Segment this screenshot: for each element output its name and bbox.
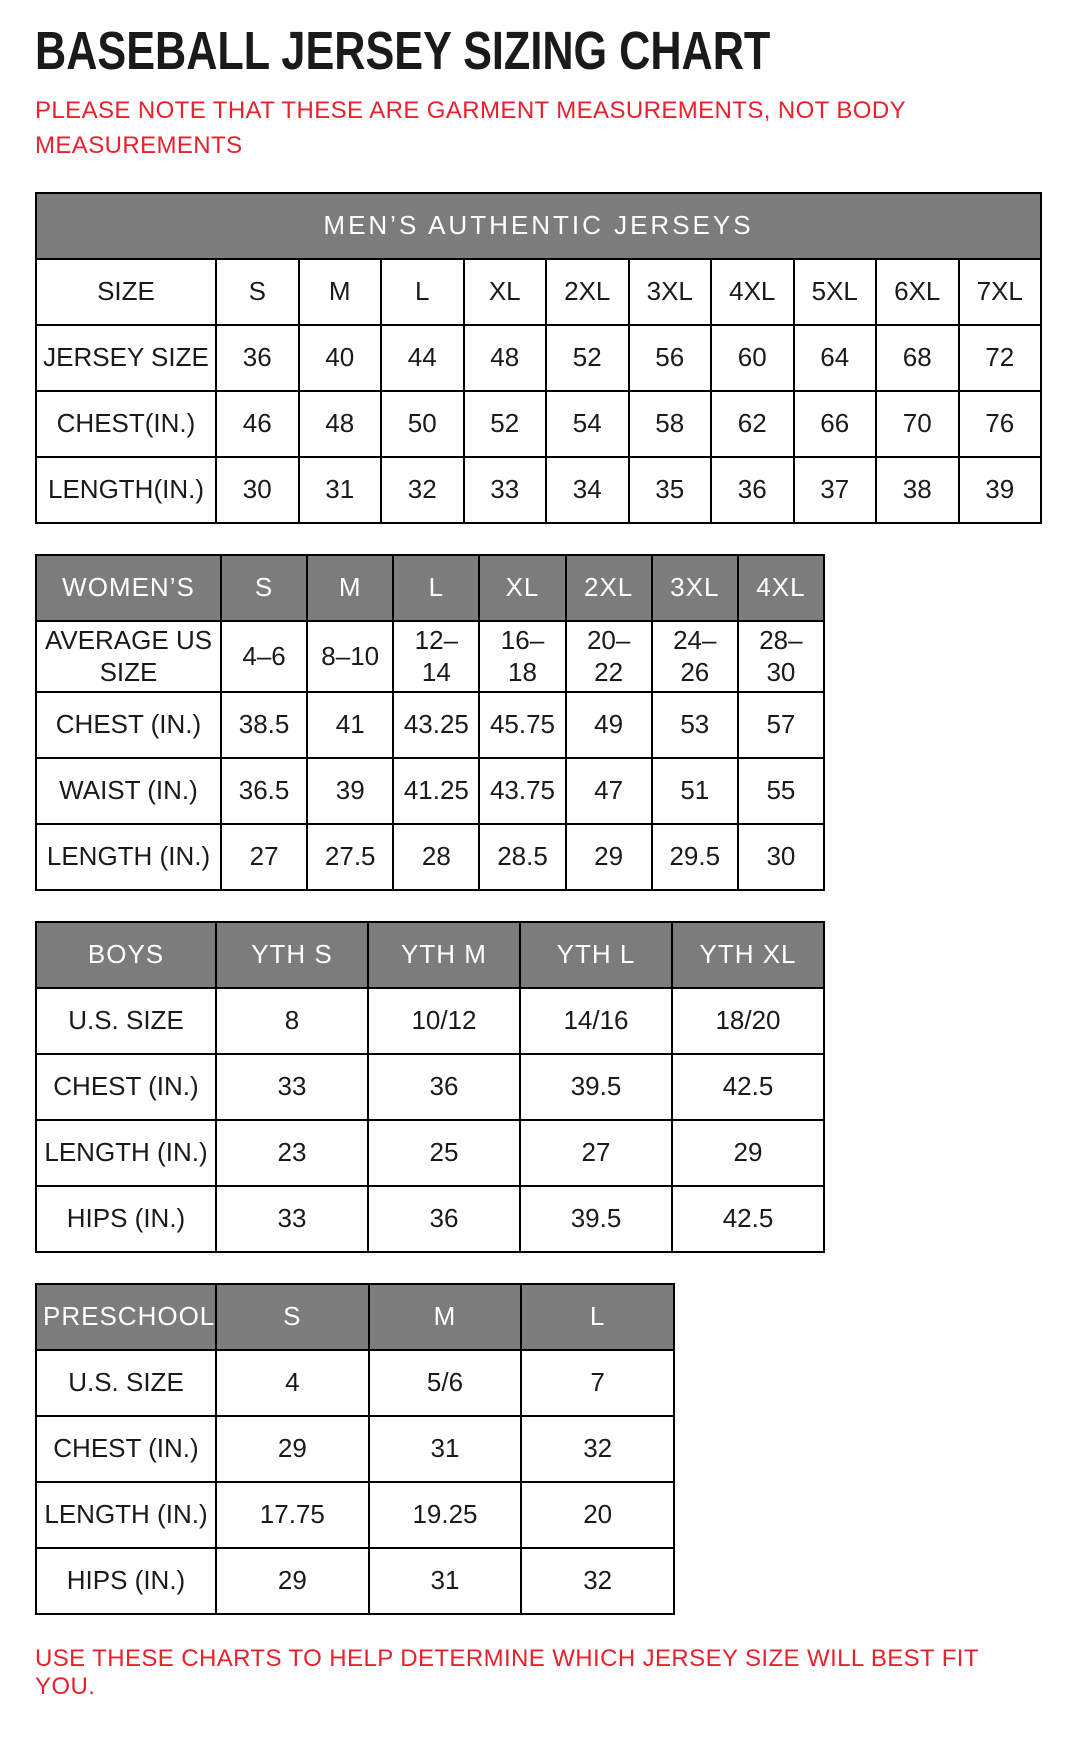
boys-row-label: HIPS (IN.) [36, 1186, 216, 1252]
womens-value-cell: 43.25 [393, 692, 479, 758]
boys-size-column-header: YTH S [216, 922, 368, 988]
womens-table-row [36, 692, 824, 758]
boys-value-cell: 18/20 [672, 988, 824, 1054]
boys-value-cell: 8 [216, 988, 368, 1054]
boys-row-label: LENGTH (IN.) [36, 1120, 216, 1186]
mens-value-cell: 48 [299, 391, 382, 457]
mens-value-cell: 37 [794, 457, 877, 523]
boys-table-row [36, 1186, 824, 1252]
womens-sizing-table [35, 554, 825, 891]
womens-value-cell: 45.75 [479, 692, 565, 758]
womens-value-cell: 57 [738, 692, 824, 758]
womens-size-column-header: 2XL [566, 555, 652, 621]
preschool-value-cell: 4 [216, 1350, 369, 1416]
womens-size-column-header: M [307, 555, 393, 621]
mens-size-column-header: XL [464, 259, 547, 325]
mens-table-row [36, 391, 1041, 457]
mens-value-cell: 62 [711, 391, 794, 457]
mens-sizing-table [35, 192, 1042, 524]
womens-value-cell: 27 [221, 824, 307, 890]
womens-value-cell: 39 [307, 758, 393, 824]
womens-header-label: WOMEN’S [36, 555, 221, 621]
mens-header-row [36, 259, 1041, 325]
womens-value-cell: 8–10 [307, 621, 393, 692]
womens-size-column-header: 4XL [738, 555, 824, 621]
mens-value-cell: 46 [216, 391, 299, 457]
womens-value-cell: 28.5 [479, 824, 565, 890]
preschool-value-cell: 17.75 [216, 1482, 369, 1548]
womens-row-label: AVERAGE US SIZE [36, 621, 221, 692]
womens-size-column-header: L [393, 555, 479, 621]
mens-row-label: LENGTH(IN.) [36, 457, 216, 523]
boys-table-row [36, 1054, 824, 1120]
boys-value-cell: 10/12 [368, 988, 520, 1054]
mens-table-row [36, 457, 1041, 523]
womens-header-row [36, 555, 824, 621]
preschool-table-row [36, 1482, 674, 1548]
womens-value-cell: 29 [566, 824, 652, 890]
womens-value-cell: 28–30 [738, 621, 824, 692]
mens-row-label: JERSEY SIZE [36, 325, 216, 391]
boys-value-cell: 42.5 [672, 1054, 824, 1120]
mens-size-column-header: 6XL [876, 259, 959, 325]
boys-table-row [36, 988, 824, 1054]
preschool-header-label: PRESCHOOL [36, 1284, 216, 1350]
mens-value-cell: 54 [546, 391, 629, 457]
boys-table-row [36, 1120, 824, 1186]
womens-value-cell: 28 [393, 824, 479, 890]
mens-size-column-header: 3XL [629, 259, 712, 325]
boys-table-section [35, 921, 1042, 1253]
womens-value-cell: 30 [738, 824, 824, 890]
womens-table-row [36, 824, 824, 890]
mens-title-row [36, 193, 1041, 259]
womens-value-cell: 27.5 [307, 824, 393, 890]
mens-value-cell: 44 [381, 325, 464, 391]
preschool-header-row [36, 1284, 674, 1350]
preschool-row-label: HIPS (IN.) [36, 1548, 216, 1614]
boys-value-cell: 29 [672, 1120, 824, 1186]
preschool-value-cell: 29 [216, 1416, 369, 1482]
boys-value-cell: 33 [216, 1186, 368, 1252]
boys-value-cell: 36 [368, 1186, 520, 1252]
womens-size-column-header: XL [479, 555, 565, 621]
womens-row-label: WAIST (IN.) [36, 758, 221, 824]
mens-value-cell: 33 [464, 457, 547, 523]
preschool-table-section [35, 1283, 1042, 1615]
womens-table-row [36, 758, 824, 824]
mens-value-cell: 76 [959, 391, 1042, 457]
womens-value-cell: 24–26 [652, 621, 738, 692]
boys-value-cell: 27 [520, 1120, 672, 1186]
garment-measurement-note: PLEASE NOTE THAT THESE ARE GARMENT MEASUREMENTS, NOT BODY MEASUREMENTS [35, 97, 906, 159]
womens-value-cell: 47 [566, 758, 652, 824]
womens-value-cell: 4–6 [221, 621, 307, 692]
preschool-value-cell: 20 [521, 1482, 674, 1548]
mens-size-column-header: L [381, 259, 464, 325]
womens-row-label: LENGTH (IN.) [36, 824, 221, 890]
mens-value-cell: 52 [464, 391, 547, 457]
mens-value-cell: 36 [711, 457, 794, 523]
boys-size-column-header: YTH M [368, 922, 520, 988]
preschool-row-label: U.S. SIZE [36, 1350, 216, 1416]
womens-value-cell: 41 [307, 692, 393, 758]
footer-note: USE THESE CHARTS TO HELP DETERMINE WHICH JERSEY SIZE WILL BEST FIT YOU. [35, 1644, 979, 1700]
mens-value-cell: 68 [876, 325, 959, 391]
mens-table-row [36, 325, 1041, 391]
boys-value-cell: 42.5 [672, 1186, 824, 1252]
mens-value-cell: 64 [794, 325, 877, 391]
preschool-size-column-header: L [521, 1284, 674, 1350]
boys-value-cell: 23 [216, 1120, 368, 1186]
womens-value-cell: 29.5 [652, 824, 738, 890]
preschool-table-row [36, 1548, 674, 1614]
mens-value-cell: 58 [629, 391, 712, 457]
preschool-value-cell: 29 [216, 1548, 369, 1614]
mens-value-cell: 66 [794, 391, 877, 457]
preschool-sizing-table [35, 1283, 675, 1615]
mens-size-column-header: 4XL [711, 259, 794, 325]
womens-value-cell: 49 [566, 692, 652, 758]
mens-size-column-header: S [216, 259, 299, 325]
womens-value-cell: 38.5 [221, 692, 307, 758]
boys-size-column-header: YTH XL [672, 922, 824, 988]
mens-value-cell: 39 [959, 457, 1042, 523]
mens-header-label: SIZE [36, 259, 216, 325]
womens-value-cell: 43.75 [479, 758, 565, 824]
sizing-tables-container [35, 192, 1042, 1615]
mens-table-section [35, 192, 1042, 524]
womens-row-label: CHEST (IN.) [36, 692, 221, 758]
boys-sizing-table [35, 921, 825, 1253]
boys-value-cell: 36 [368, 1054, 520, 1120]
boys-size-column-header: YTH L [520, 922, 672, 988]
mens-value-cell: 48 [464, 325, 547, 391]
womens-value-cell: 36.5 [221, 758, 307, 824]
mens-value-cell: 35 [629, 457, 712, 523]
mens-value-cell: 38 [876, 457, 959, 523]
mens-value-cell: 60 [711, 325, 794, 391]
womens-value-cell: 16–18 [479, 621, 565, 692]
mens-row-label: CHEST(IN.) [36, 391, 216, 457]
mens-value-cell: 52 [546, 325, 629, 391]
boys-row-label: CHEST (IN.) [36, 1054, 216, 1120]
page-title: BASEBALL JERSEY SIZING CHART [35, 21, 771, 81]
mens-value-cell: 70 [876, 391, 959, 457]
mens-value-cell: 40 [299, 325, 382, 391]
mens-size-column-header: 2XL [546, 259, 629, 325]
boys-value-cell: 25 [368, 1120, 520, 1186]
womens-size-column-header: S [221, 555, 307, 621]
womens-value-cell: 53 [652, 692, 738, 758]
mens-size-column-header: 7XL [959, 259, 1042, 325]
mens-value-cell: 36 [216, 325, 299, 391]
womens-value-cell: 20–22 [566, 621, 652, 692]
womens-value-cell: 51 [652, 758, 738, 824]
preschool-value-cell: 32 [521, 1416, 674, 1482]
preschool-row-label: CHEST (IN.) [36, 1416, 216, 1482]
womens-table-row [36, 621, 824, 692]
boys-value-cell: 39.5 [520, 1054, 672, 1120]
mens-value-cell: 30 [216, 457, 299, 523]
mens-table-title: MEN’S AUTHENTIC JERSEYS [36, 193, 1041, 259]
mens-size-column-header: M [299, 259, 382, 325]
preschool-value-cell: 7 [521, 1350, 674, 1416]
womens-value-cell: 55 [738, 758, 824, 824]
preschool-value-cell: 5/6 [369, 1350, 522, 1416]
preschool-table-row [36, 1350, 674, 1416]
boys-value-cell: 33 [216, 1054, 368, 1120]
mens-value-cell: 50 [381, 391, 464, 457]
preschool-row-label: LENGTH (IN.) [36, 1482, 216, 1548]
preschool-value-cell: 31 [369, 1548, 522, 1614]
mens-value-cell: 31 [299, 457, 382, 523]
womens-value-cell: 41.25 [393, 758, 479, 824]
womens-value-cell: 12–14 [393, 621, 479, 692]
mens-value-cell: 32 [381, 457, 464, 523]
preschool-size-column-header: S [216, 1284, 369, 1350]
boys-row-label: U.S. SIZE [36, 988, 216, 1054]
boys-header-label: BOYS [36, 922, 216, 988]
womens-table-section [35, 554, 1042, 891]
preschool-size-column-header: M [369, 1284, 522, 1350]
mens-value-cell: 72 [959, 325, 1042, 391]
preschool-table-row [36, 1416, 674, 1482]
mens-value-cell: 56 [629, 325, 712, 391]
preschool-value-cell: 19.25 [369, 1482, 522, 1548]
womens-size-column-header: 3XL [652, 555, 738, 621]
boys-value-cell: 14/16 [520, 988, 672, 1054]
preschool-value-cell: 31 [369, 1416, 522, 1482]
boys-value-cell: 39.5 [520, 1186, 672, 1252]
boys-header-row [36, 922, 824, 988]
preschool-value-cell: 32 [521, 1548, 674, 1614]
mens-value-cell: 34 [546, 457, 629, 523]
mens-size-column-header: 5XL [794, 259, 877, 325]
